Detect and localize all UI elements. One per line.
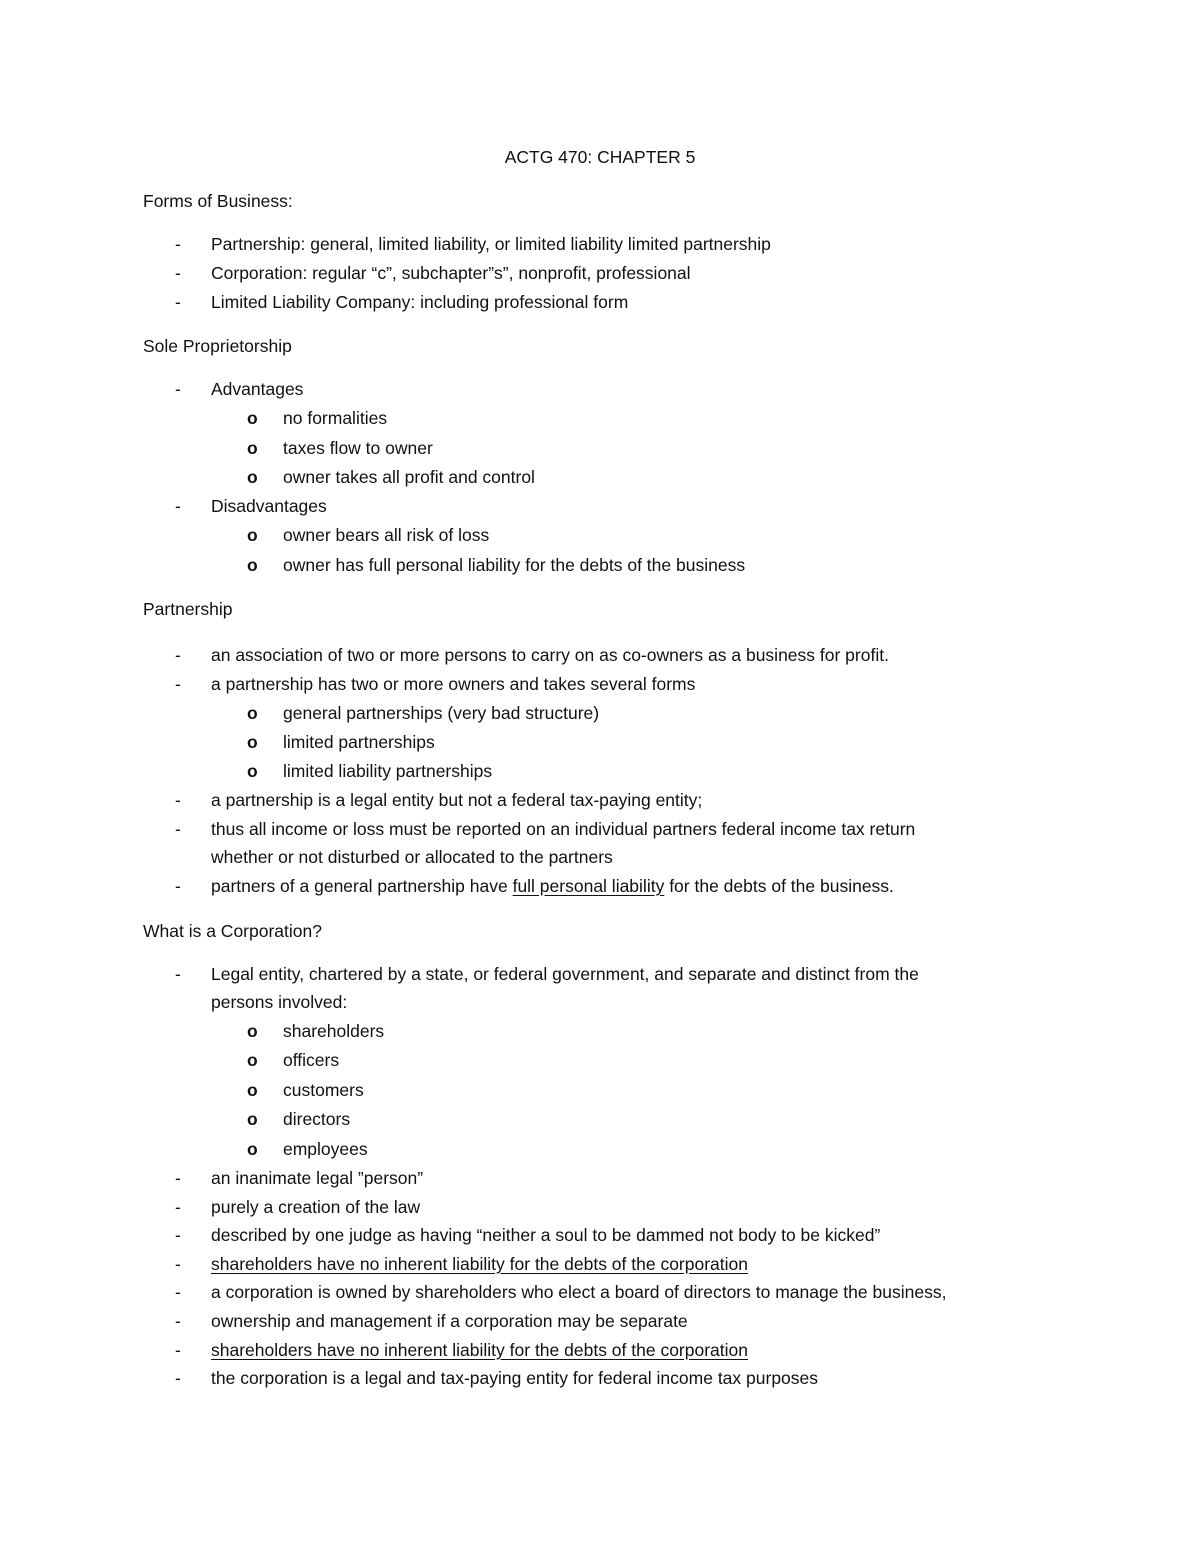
list-item: a corporation is owned by shareholders who elect a board of directors to manage the business, <box>211 1282 947 1302</box>
dash-marker: - <box>175 1368 181 1388</box>
list-item-continuation: whether or not disturbed or allocated to the partners <box>211 847 613 867</box>
sub-list-item: general partnerships (very bad structure) <box>283 703 600 723</box>
dash-marker: - <box>175 1225 181 1245</box>
dash-marker: - <box>175 379 181 399</box>
bullet-marker: o <box>247 1050 258 1070</box>
bullet-marker: o <box>247 408 258 428</box>
dash-marker: - <box>175 674 181 694</box>
bullet-marker: o <box>247 467 258 487</box>
list-item-advantages: Advantages <box>211 379 304 399</box>
list-item-underlined <box>211 1339 748 1361</box>
dash-marker: - <box>175 645 181 665</box>
dash-marker: - <box>175 1311 181 1331</box>
text-segment: for the debts of the business. <box>664 876 894 896</box>
bullet-marker: o <box>247 1139 258 1159</box>
bullet-marker: o <box>247 732 258 752</box>
list-item: Partnership: general, limited liability, or limited liability limited partnership <box>211 234 771 254</box>
section-heading-corporation: What is a Corporation? <box>143 921 322 941</box>
sub-list-item: owner takes all profit and control <box>283 467 535 487</box>
sub-list-item: directors <box>283 1109 351 1129</box>
list-item <box>211 875 894 897</box>
dash-marker: - <box>175 263 181 283</box>
dash-marker: - <box>175 1168 181 1188</box>
section-heading-forms: Forms of Business: <box>143 191 293 211</box>
list-item: the corporation is a legal and tax-paying entity for federal income tax purposes <box>211 1368 819 1388</box>
dash-marker: - <box>175 819 181 839</box>
sub-list-item: employees <box>283 1139 368 1159</box>
list-item: ownership and management if a corporation may be separate <box>211 1311 688 1331</box>
bullet-marker: o <box>247 555 258 575</box>
dash-marker: - <box>175 496 181 516</box>
bullet-marker: o <box>247 1080 258 1100</box>
dash-marker: - <box>175 292 181 312</box>
underlined-text: full personal liability <box>512 876 665 896</box>
sub-list-item: no formalities <box>283 408 388 428</box>
list-item: Legal entity, chartered by a state, or federal government, and separate and distinct from the <box>211 964 919 984</box>
bullet-marker: o <box>247 438 258 458</box>
text-segment: partners of a general partnership have <box>211 876 513 896</box>
bullet-marker: o <box>247 1109 258 1129</box>
underlined-text: shareholders have no inherent liability for the debts of the corporation <box>211 1340 748 1360</box>
sub-list-item: owner bears all risk of loss <box>283 525 490 545</box>
dash-marker: - <box>175 1340 181 1360</box>
list-item: purely a creation of the law <box>211 1197 421 1217</box>
list-item: a partnership is a legal entity but not a federal tax-paying entity; <box>211 790 703 810</box>
list-item: an inanimate legal ”person” <box>211 1168 424 1188</box>
bullet-marker: o <box>247 525 258 545</box>
sub-list-item: owner has full personal liability for the debts of the business <box>283 555 746 575</box>
dash-marker: - <box>175 790 181 810</box>
sub-list-item: limited liability partnerships <box>283 761 493 781</box>
list-item: an association of two or more persons to carry on as co-owners as a business for profit. <box>211 645 889 665</box>
sub-list-item: shareholders <box>283 1021 385 1041</box>
list-item-disadvantages: Disadvantages <box>211 496 327 516</box>
bullet-marker: o <box>247 1021 258 1041</box>
list-item-continuation: persons involved: <box>211 992 348 1012</box>
dash-marker: - <box>175 1254 181 1274</box>
sub-list-item: taxes flow to owner <box>283 438 433 458</box>
list-item-underlined <box>211 1253 748 1275</box>
list-item: a partnership has two or more owners and takes several forms <box>211 674 696 694</box>
bullet-marker: o <box>247 761 258 781</box>
section-heading-partnership: Partnership <box>143 599 233 619</box>
sub-list-item: customers <box>283 1080 364 1100</box>
dash-marker: - <box>175 876 181 896</box>
list-item: Limited Liability Company: including professional form <box>211 292 629 312</box>
list-item: Corporation: regular “c”, subchapter”s”, nonprofit, professional <box>211 263 691 283</box>
section-heading-sole-proprietorship: Sole Proprietorship <box>143 336 292 356</box>
dash-marker: - <box>175 1282 181 1302</box>
document-title: ACTG 470: CHAPTER 5 <box>504 147 696 167</box>
underlined-text: shareholders have no inherent liability for the debts of the corporation <box>211 1254 748 1274</box>
list-item: thus all income or loss must be reported on an individual partners federal income tax return <box>211 819 916 839</box>
sub-list-item: officers <box>283 1050 340 1070</box>
dash-marker: - <box>175 1197 181 1217</box>
sub-list-item: limited partnerships <box>283 732 435 752</box>
bullet-marker: o <box>247 703 258 723</box>
dash-marker: - <box>175 234 181 254</box>
dash-marker: - <box>175 964 181 984</box>
list-item: described by one judge as having “neither a soul to be dammed not body to be kicked” <box>211 1225 881 1245</box>
